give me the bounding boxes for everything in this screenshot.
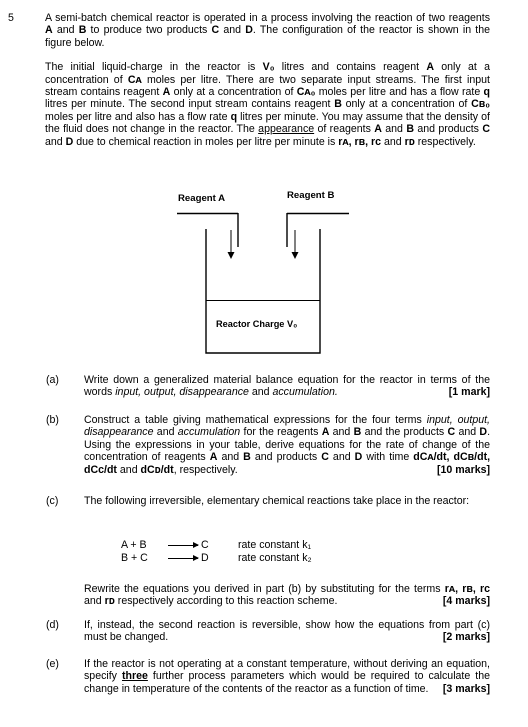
reaction-product: D [201, 552, 209, 564]
reaction-arrow-icon [168, 545, 198, 546]
rate-constant: rate constant k₁ [238, 539, 312, 551]
part-text: Construct a table giving mathematical expressions for the four terms input, output, disappearance and accumulation for the reagents A and B and the products C and D. Using the expressions in your table, derive equations for the rate of change of the concentration of reagents A and B and products C and D with time dCᴀ/dt, dCʙ/dt, dCᴄ/dt and dCᴅ/dt, respectively. [10 marks] [84, 414, 491, 476]
part-label: (a) [46, 374, 59, 386]
reagent-a-arrow-head [228, 252, 235, 259]
intro-paragraph-2: The initial liquid-charge in the reactor is V₀ litres and contains reagent A only at a concentration of Cᴀ moles per litre. There are two separate input streams. The first input stream contains reagent A only at a concentration of Cᴀ₀ moles per litre and has a flow rate q litres per minute. The second input stream contains reagent B only at a concentration of Cʙ₀ moles per litre and also has a flow rate q litres per minute. You may assume that the density of the fluid does not change in the reactor. The appearance of reagents A and B and products C and D due to chemical reaction in moles per litre per minute is rᴀ, rʙ, rᴄ and rᴅ respectively. [45, 61, 491, 148]
question-number: 5 [8, 12, 14, 24]
part-label: (d) [46, 619, 59, 631]
reagent-b-label: Reagent B [287, 190, 335, 201]
intro-paragraph-1: A semi-batch chemical reactor is operated in a process involving the reaction of two reagents A and B to produce two products C and D. The configuration of the reactor is shown in the figure below. [45, 12, 491, 49]
reaction-reactants: B + C [121, 552, 148, 564]
reaction-arrow-icon [168, 558, 198, 559]
reaction-reactants: A + B [121, 539, 147, 551]
part-text-continued: Rewrite the equations you derived in part (b) by substituting for the terms rᴀ, rʙ, rᴄ and rᴅ respectively according to this reaction scheme. [4 marks] [84, 583, 490, 608]
reactor-vessel [206, 229, 320, 353]
part-label: (b) [46, 414, 59, 426]
marks-badge: [1 mark] [448, 386, 490, 399]
part-text: The following irreversible, elementary chemical reactions take place in the reactor: [84, 495, 470, 507]
marks-badge: [2 marks] [442, 631, 490, 644]
rate-constant: rate constant k₂ [238, 552, 312, 564]
reaction-1 [121, 539, 381, 552]
reagent-b-arrow-head [292, 252, 299, 259]
reaction-scheme [121, 539, 381, 565]
part-text: Write down a generalized material balance equation for the reactor in terms of the words input, output, disappearance and accumulation. [1 mark] [84, 374, 490, 399]
part-label: (e) [46, 658, 59, 670]
reaction-product: C [201, 539, 209, 551]
part-text: If the reactor is not operating at a constant temperature, without deriving an equation, specify three further process parameters which would be required to calculate the change in temperature of the contents of the reactor as a function of time. [3 marks] [84, 658, 490, 695]
part-text: If, instead, the second reaction is reversible, show how the equations from part (c) must be changed. [2 marks] [84, 619, 490, 644]
marks-badge: [10 marks] [437, 463, 490, 476]
reagent-a-label: Reagent A [178, 193, 226, 204]
reactor-charge-label: Reactor Charge V₀ [216, 319, 298, 329]
reaction-2 [121, 552, 381, 565]
marks-badge: [3 marks] [442, 682, 490, 695]
marks-badge: [4 marks] [442, 595, 490, 608]
part-label: (c) [46, 495, 59, 507]
